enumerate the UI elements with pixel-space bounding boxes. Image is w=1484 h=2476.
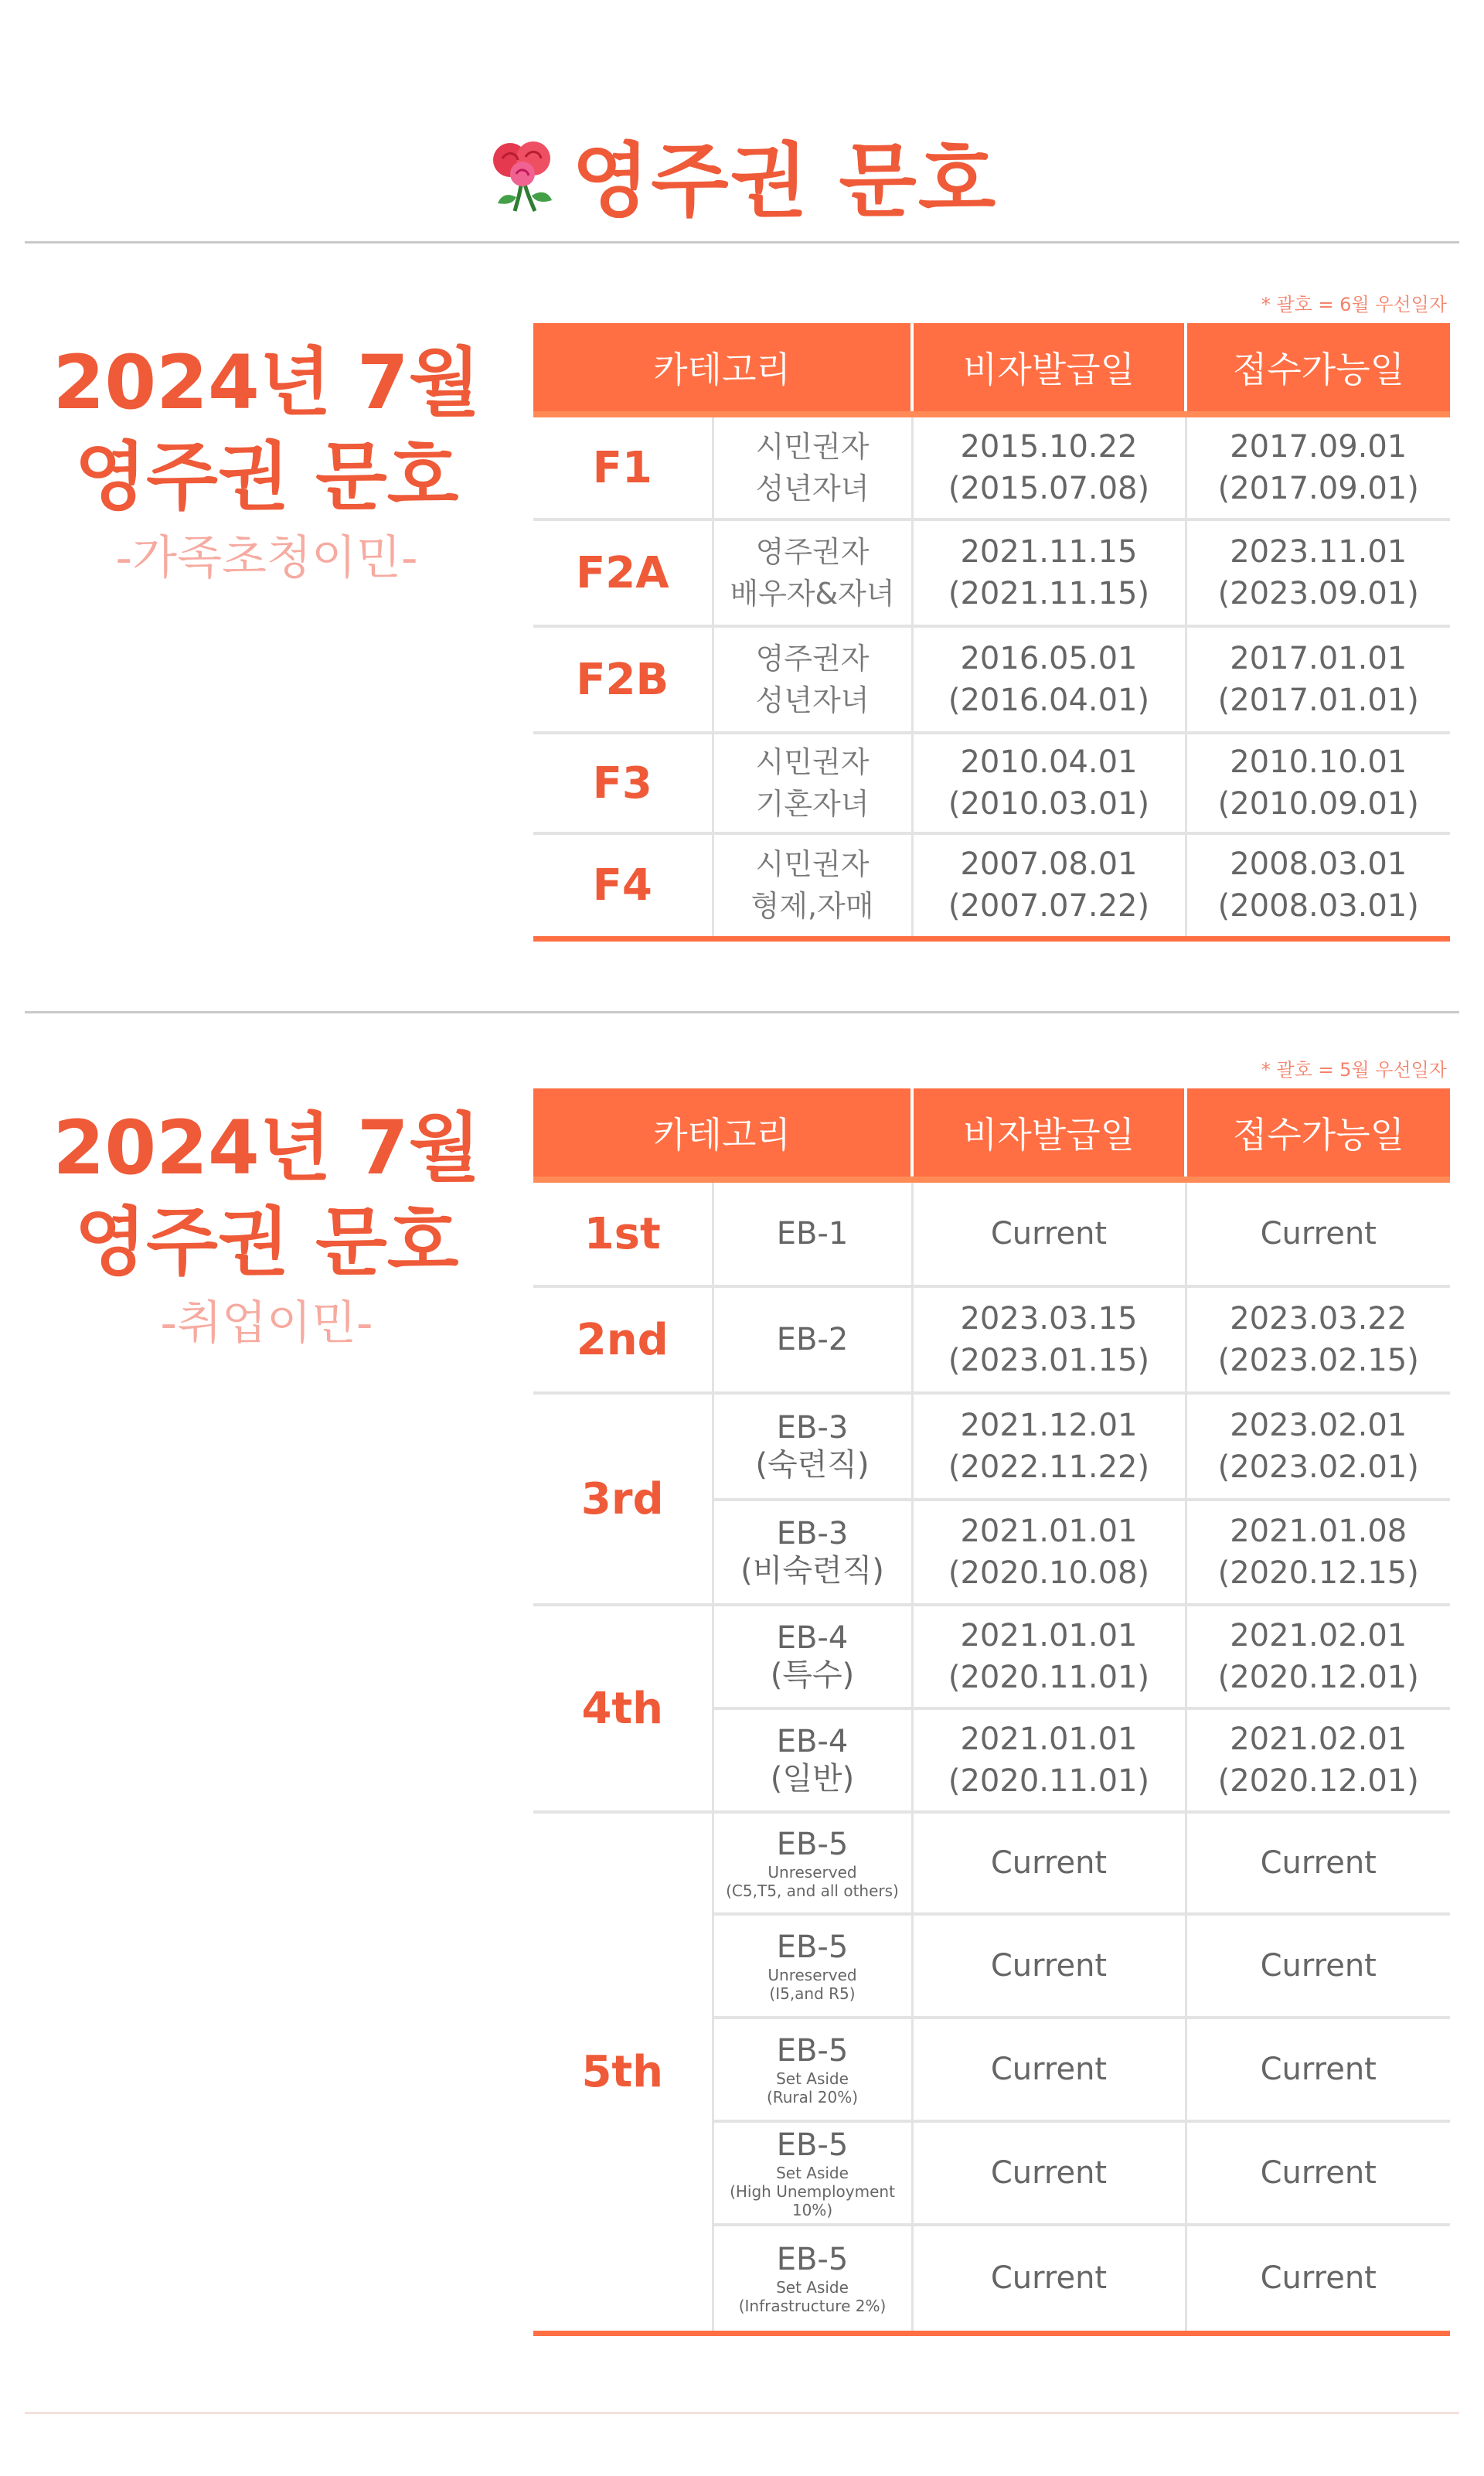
table-row	[533, 1180, 1450, 1286]
page-header	[0, 116, 1484, 232]
visa-category: EB-2	[713, 1286, 912, 1393]
table-row	[533, 733, 1450, 833]
rose-icon	[487, 135, 558, 213]
family-table	[533, 323, 1450, 942]
section-divider	[25, 2412, 1459, 2414]
category-desc: 시민권자 형제,자매	[713, 833, 912, 938]
employment-side-line2: 영주권 문호	[74, 1199, 459, 1286]
filing-date: Current	[1186, 2225, 1450, 2333]
visa-category: EB-5 Set Aside (High Unemployment 10%)	[713, 2121, 912, 2225]
filing-date: Current	[1186, 2121, 1450, 2225]
category-desc: 영주권자 배우자&자녀	[713, 519, 912, 626]
filing-date: 2021.01.08 (2020.12.15)	[1186, 1500, 1450, 1605]
header-issue-date: 비자발급일	[912, 323, 1186, 414]
filing-date: 2023.11.01 (2023.09.01)	[1186, 519, 1450, 626]
issue-date: 2021.01.01 (2020.10.08)	[912, 1500, 1186, 1605]
visa-category: EB-1	[713, 1180, 912, 1286]
table-row	[533, 833, 1450, 938]
issue-date: 2007.08.01 (2007.07.22)	[912, 833, 1186, 938]
preference-label: 3rd	[533, 1393, 713, 1605]
visa-category: EB-4 (특수)	[713, 1605, 912, 1708]
category-desc: 시민권자 성년자녀	[713, 414, 912, 519]
header-category: 카테고리	[533, 1088, 912, 1180]
issue-date: 2023.03.15 (2023.01.15)	[912, 1286, 1186, 1393]
visa-category: EB-5 Set Aside (Rural 20%)	[713, 2018, 912, 2121]
page-title: 영주권 문호	[571, 134, 998, 228]
section-divider	[25, 241, 1459, 244]
filing-date: 2021.02.01 (2020.12.01)	[1186, 1708, 1450, 1812]
employment-side-subtitle: -취업이민-	[160, 1296, 373, 1350]
issue-date: Current	[912, 2121, 1186, 2225]
filing-date: 2023.02.01 (2023.02.01)	[1186, 1393, 1450, 1500]
header-filing-date: 접수가능일	[1186, 323, 1450, 414]
category-desc: 시민권자 기혼자녀	[713, 733, 912, 833]
family-side-line1: 2024년 7월	[53, 339, 481, 426]
issue-date: Current	[912, 1180, 1186, 1286]
section-divider	[25, 1011, 1459, 1013]
filing-date: Current	[1186, 1812, 1450, 1914]
preference-label: 5th	[533, 1812, 713, 2333]
filing-date: 2008.03.01 (2008.03.01)	[1186, 833, 1450, 938]
issue-date: Current	[912, 2018, 1186, 2121]
table-row	[533, 626, 1450, 733]
issue-date: 2021.11.15 (2021.11.15)	[912, 519, 1186, 626]
issue-date: 2021.01.01 (2020.11.01)	[912, 1605, 1186, 1708]
category-code: F4	[533, 833, 713, 938]
employment-side-line1: 2024년 7월	[53, 1105, 481, 1191]
table-row	[533, 1286, 1450, 1393]
category-desc: 영주권자 성년자녀	[713, 626, 912, 733]
filing-date: Current	[1186, 1914, 1450, 2018]
issue-date: Current	[912, 1812, 1186, 1914]
family-side-line2: 영주권 문호	[74, 434, 459, 520]
family-note: * 괄호 = 6월 우선일자	[1261, 294, 1447, 315]
header-issue-date: 비자발급일	[912, 1088, 1186, 1180]
visa-category: EB-5 Unreserved (C5,T5, and all others)	[713, 1812, 912, 1914]
category-code: F3	[533, 733, 713, 833]
visa-category: EB-4 (일반)	[713, 1708, 912, 1812]
filing-date: 2017.09.01 (2017.09.01)	[1186, 414, 1450, 519]
issue-date: 2021.12.01 (2022.11.22)	[912, 1393, 1186, 1500]
issue-date: Current	[912, 1914, 1186, 2018]
filing-date: 2017.01.01 (2017.01.01)	[1186, 626, 1450, 733]
category-code: F2A	[533, 519, 713, 626]
visa-category: EB-3 (숙련직)	[713, 1393, 912, 1500]
table-row	[533, 1393, 1450, 1500]
filing-date: 2021.02.01 (2020.12.01)	[1186, 1605, 1450, 1708]
category-code: F1	[533, 414, 713, 519]
employment-note: * 괄호 = 5월 우선일자	[1261, 1059, 1447, 1081]
table-row	[533, 519, 1450, 626]
filing-date: 2010.10.01 (2010.09.01)	[1186, 733, 1450, 833]
preference-label: 4th	[533, 1605, 713, 1812]
visa-category: EB-5 Set Aside (Infrastructure 2%)	[713, 2225, 912, 2333]
filing-date: Current	[1186, 1180, 1450, 1286]
family-side-subtitle: -가족초청이민-	[115, 531, 418, 585]
header-category: 카테고리	[533, 323, 912, 414]
visa-category: EB-3 (비숙련직)	[713, 1500, 912, 1605]
employment-table	[533, 1088, 1450, 2336]
preference-label: 2nd	[533, 1286, 713, 1393]
filing-date: 2023.03.22 (2023.02.15)	[1186, 1286, 1450, 1393]
table-row	[533, 1605, 1450, 1708]
visa-category: EB-5 Unreserved (I5,and R5)	[713, 1914, 912, 2018]
issue-date: 2016.05.01 (2016.04.01)	[912, 626, 1186, 733]
issue-date: Current	[912, 2225, 1186, 2333]
employment-side-title	[31, 1101, 502, 1356]
table-row	[533, 1812, 1450, 1914]
issue-date: 2010.04.01 (2010.03.01)	[912, 733, 1186, 833]
family-side-title	[31, 335, 502, 591]
issue-date: 2015.10.22 (2015.07.08)	[912, 414, 1186, 519]
filing-date: Current	[1186, 2018, 1450, 2121]
header-filing-date: 접수가능일	[1186, 1088, 1450, 1180]
issue-date: 2021.01.01 (2020.11.01)	[912, 1708, 1186, 1812]
category-code: F2B	[533, 626, 713, 733]
table-row	[533, 414, 1450, 519]
preference-label: 1st	[533, 1180, 713, 1286]
